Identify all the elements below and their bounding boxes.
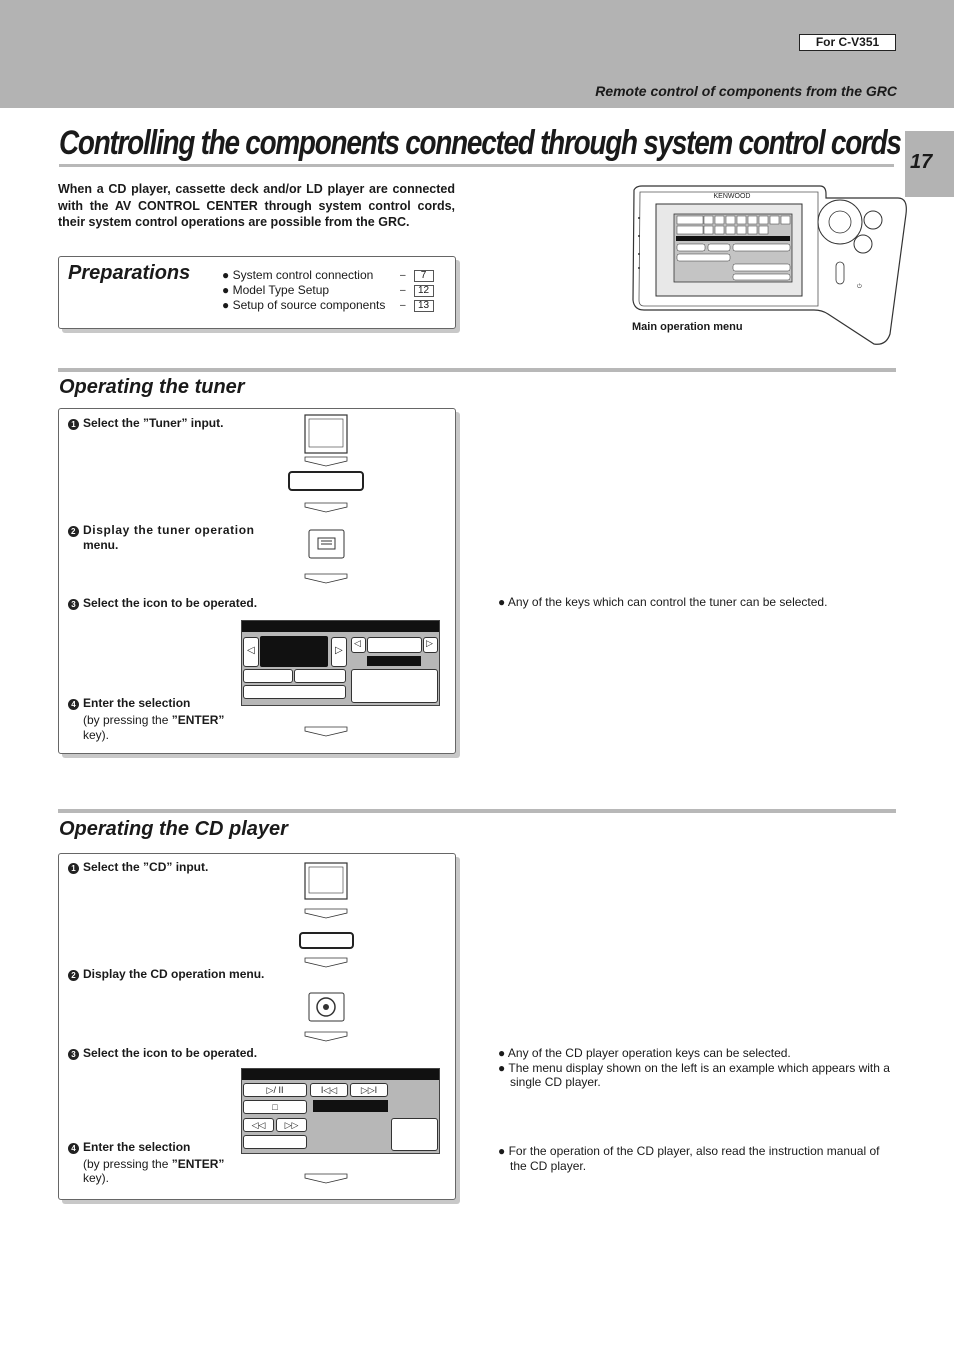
arrow-down-icon bbox=[305, 1032, 347, 1041]
tuner-band-key[interactable] bbox=[243, 669, 293, 683]
step-number: 2 bbox=[68, 970, 79, 981]
prep-item-label: ● Model Type Setup bbox=[222, 283, 330, 297]
cd-step-4-sub bbox=[83, 1157, 224, 1172]
step-text: Select the ”CD” input. bbox=[83, 860, 209, 874]
note-text: ● For the operation of the CD player, also read the instruction manual of the CD player. bbox=[498, 1144, 880, 1173]
tuner-step-4-sub-cont: key). bbox=[83, 728, 110, 742]
svg-text:⏻: ⏻ bbox=[857, 284, 862, 290]
tuner-memory-key[interactable] bbox=[243, 685, 346, 699]
cd-input-key bbox=[300, 933, 353, 948]
cd-section-title: Operating the CD player bbox=[59, 818, 288, 840]
device-caption: Main operation menu bbox=[632, 321, 743, 333]
fast-forward-button[interactable]: ▷▷ bbox=[276, 1118, 307, 1132]
step-number: 4 bbox=[68, 1143, 79, 1154]
cd-step-2 bbox=[68, 967, 264, 982]
arrow-down-icon bbox=[305, 727, 347, 736]
enter-key-label: ”ENTER” bbox=[171, 713, 225, 727]
sub-text: (by pressing the bbox=[83, 1157, 172, 1171]
cd-info-panel bbox=[391, 1118, 438, 1151]
stop-button[interactable]: □ bbox=[243, 1100, 307, 1114]
tuner-input-key bbox=[289, 472, 363, 490]
step-text: Select the icon to be operated. bbox=[83, 596, 258, 610]
page-number: 17 bbox=[910, 151, 933, 173]
tuner-step-1 bbox=[68, 416, 223, 431]
prep-item bbox=[222, 298, 430, 313]
model-label: For C-V351 bbox=[799, 34, 896, 51]
next-track-button[interactable]: ▷▷I bbox=[350, 1083, 388, 1097]
tuner-step-2 bbox=[68, 523, 255, 538]
intro-paragraph: When a CD player, cassette deck and/or LD player are connected with the AV CONTROL CENTER through system control cords, their system control operations are possible from the GRC. bbox=[58, 182, 455, 229]
step-text: Enter the selection bbox=[83, 1140, 191, 1154]
page-ref: 7 bbox=[414, 270, 434, 282]
section-rule bbox=[58, 809, 896, 813]
prep-item-label: ● Setup of source components bbox=[222, 298, 386, 312]
cd-notes-bottom bbox=[498, 1144, 898, 1173]
cd-step-4-sub-cont: key). bbox=[83, 1171, 110, 1185]
triangle-left-icon: ◁ bbox=[354, 638, 361, 648]
section-header: Remote control of components from the GRC bbox=[595, 83, 897, 99]
step-number: 4 bbox=[68, 699, 79, 710]
prep-item-label: ● System control connection bbox=[222, 268, 374, 282]
arrow-down-icon bbox=[305, 457, 347, 466]
page-ref: 13 bbox=[414, 300, 434, 312]
prev-track-button[interactable]: I◁◁ bbox=[310, 1083, 348, 1097]
preset-right-key[interactable] bbox=[423, 637, 438, 653]
cd-step-1 bbox=[68, 860, 208, 875]
cd-notes-top bbox=[498, 1046, 898, 1090]
step-text: Display the tuner operation bbox=[83, 523, 255, 537]
book-icon: – 13 bbox=[400, 298, 430, 313]
triangle-right-icon: ▷ bbox=[335, 645, 343, 656]
triangle-left-icon: ◁ bbox=[247, 645, 255, 656]
step-number: 2 bbox=[68, 526, 79, 537]
enter-key-label: ”ENTER” bbox=[171, 1157, 225, 1171]
cd-operation-screen bbox=[241, 1068, 440, 1154]
arrow-down-icon bbox=[305, 503, 347, 512]
rewind-button[interactable]: ◁◁ bbox=[243, 1118, 274, 1132]
cd-mode-key[interactable] bbox=[243, 1135, 307, 1149]
book-icon: – 7 bbox=[400, 268, 430, 283]
tuner-step-2-cont: menu. bbox=[83, 538, 119, 552]
triangle-right-icon: ▷ bbox=[426, 638, 433, 648]
step-text: Enter the selection bbox=[83, 696, 191, 710]
step-number: 3 bbox=[68, 1049, 79, 1060]
play-pause-button[interactable]: ▷/ II bbox=[243, 1083, 307, 1097]
prep-item bbox=[222, 283, 430, 298]
step-number: 1 bbox=[68, 419, 79, 430]
preparations-title: Preparations bbox=[68, 262, 191, 284]
preset-display bbox=[367, 637, 422, 653]
page-title: Controlling the components connected through system control cords bbox=[59, 124, 901, 162]
tuner-step-3 bbox=[68, 596, 257, 611]
preparations-list bbox=[222, 268, 430, 313]
book-icon: – 12 bbox=[400, 283, 430, 298]
tuner-section-title: Operating the tuner bbox=[59, 376, 245, 398]
note-text: ● Any of the keys which can control the tuner can be selected. bbox=[498, 595, 828, 609]
note-text: ● Any of the CD player operation keys can be selected. bbox=[498, 1046, 791, 1060]
arrow-down-icon bbox=[305, 574, 347, 583]
tuner-info-panel bbox=[351, 669, 438, 703]
arrow-down-icon bbox=[305, 1174, 347, 1183]
title-rule bbox=[59, 164, 894, 167]
sub-text: (by pressing the bbox=[83, 713, 172, 727]
brand-logo: KENWOOD bbox=[713, 193, 751, 200]
step-text: Select the ”Tuner” input. bbox=[83, 416, 224, 430]
tuner-step-4-sub bbox=[83, 713, 224, 728]
cd-step-3 bbox=[68, 1046, 257, 1061]
step-text: Select the icon to be operated. bbox=[83, 1046, 258, 1060]
section-rule bbox=[58, 368, 896, 372]
arrow-down-icon bbox=[305, 909, 347, 918]
step-number: 3 bbox=[68, 599, 79, 610]
tuner-note bbox=[498, 595, 898, 610]
arrow-down-icon bbox=[305, 958, 347, 967]
cd-step-4 bbox=[68, 1140, 190, 1155]
tuner-operation-screen bbox=[241, 620, 440, 706]
prep-item bbox=[222, 268, 427, 283]
tuner-right-key[interactable] bbox=[331, 637, 347, 667]
note-text: ● The menu display shown on the left is an example which appears with a single CD player. bbox=[498, 1060, 890, 1089]
tuner-step-4 bbox=[68, 696, 190, 711]
step-number: 1 bbox=[68, 863, 79, 874]
page-ref: 12 bbox=[414, 285, 434, 297]
step-text: Display the CD operation menu. bbox=[83, 967, 265, 981]
tuner-mode-key[interactable] bbox=[294, 669, 346, 683]
tuner-left-key[interactable] bbox=[243, 637, 259, 667]
preset-left-key[interactable] bbox=[351, 637, 366, 653]
